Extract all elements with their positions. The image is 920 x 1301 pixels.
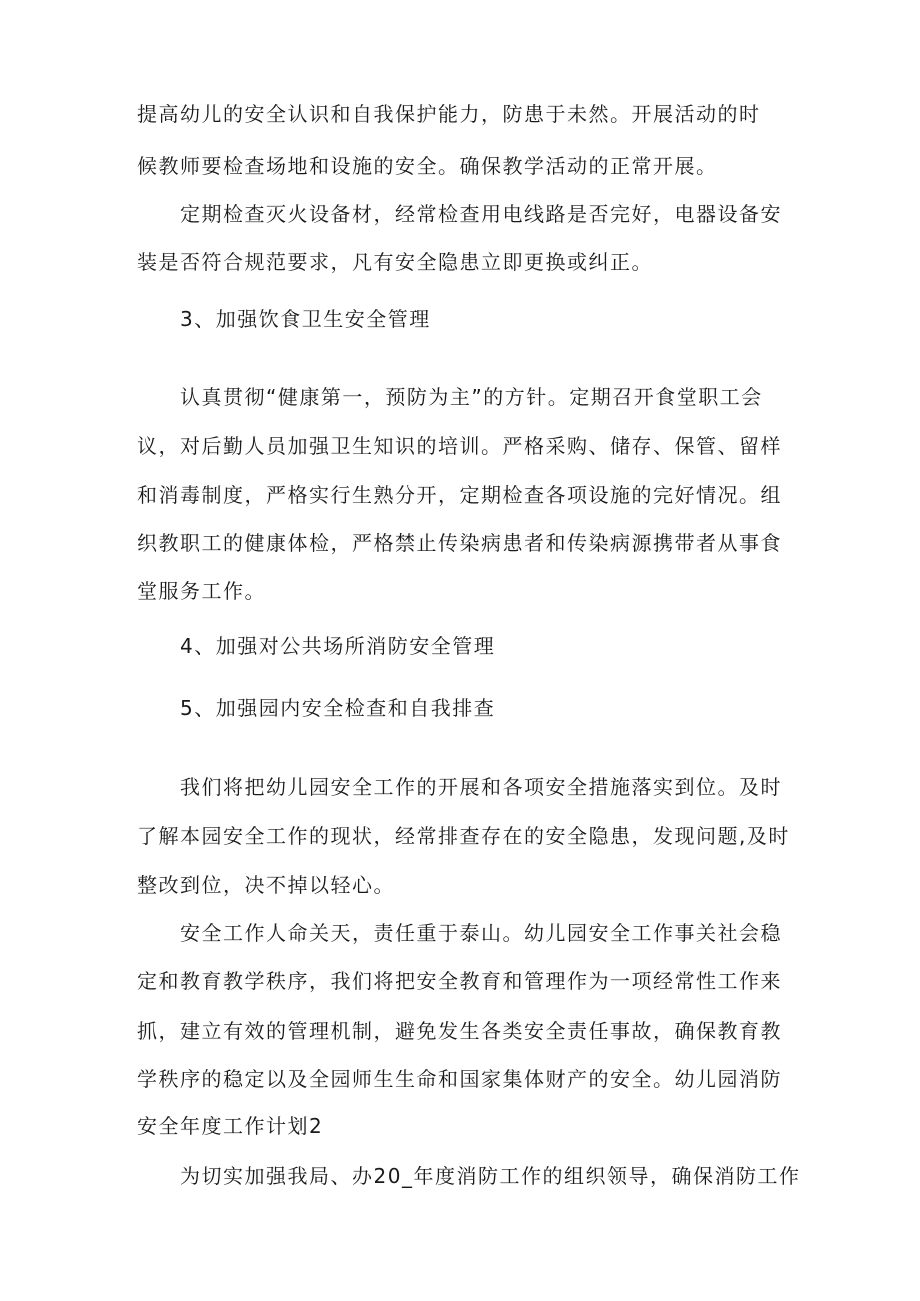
text-line: 定和教育教学秩序，我们将把安全教育和管理作为一项经常性工作来 <box>137 969 782 993</box>
text-line: 和消毒制度，严格实行生熟分开，定期检查各项设施的完好情况。组 <box>137 483 782 507</box>
text-line: 提高幼儿的安全认识和自我保护能力，防患于未然。开展活动的时 <box>137 102 761 126</box>
text-line: 为切实加强我局、办20_年度消防工作的组织领导，确保消防工作 <box>180 1164 801 1188</box>
text-line: 了解本园安全工作的现状，经常排查存在的安全隐患，发现问题,及时 <box>137 824 790 848</box>
text-line: 议，对后勤人员加强卫生知识的培训。严格采购、储存、保管、留样 <box>137 434 782 458</box>
text-line: 认真贯彻“健康第一，预防为主”的方针。定期召开食堂职工会 <box>180 385 763 409</box>
text-line: 定期检查灭火设备材，经常检查用电线路是否完好，电器设备安 <box>180 202 782 226</box>
text-line: 堂服务工作。 <box>137 579 266 603</box>
text-line: 织教职工的健康体检，严格禁止传染病患者和传染病源携带者从事食 <box>137 531 782 555</box>
section-heading: 4、加强对公共场所消防安全管理 <box>180 634 496 658</box>
text-line: 学秩序的稳定以及全园师生生命和国家集体财产的安全。幼儿园消防 <box>137 1067 782 1091</box>
text-line: 安全工作人命关天，责任重于泰山。幼儿园安全工作事关社会稳 <box>180 921 782 945</box>
section-heading: 3、加强饮食卫生安全管理 <box>180 307 431 331</box>
text-line: 安全年度工作计划2 <box>137 1114 324 1138</box>
text-line: 候教师要检查场地和设施的安全。确保教学活动的正常开展。 <box>137 154 718 178</box>
text-line: 整改到位，决不掉以轻心。 <box>137 873 395 897</box>
text-line: 我们将把幼儿园安全工作的开展和各项安全措施落实到位。及时 <box>180 775 782 799</box>
section-heading: 5、加强园内安全检查和自我排查 <box>180 696 496 720</box>
text-line: 抓，建立有效的管理机制，避免发生各类安全责任事故，确保教育教 <box>137 1019 782 1043</box>
text-line: 装是否符合规范要求，凡有安全隐患立即更换或纠正。 <box>137 250 653 274</box>
